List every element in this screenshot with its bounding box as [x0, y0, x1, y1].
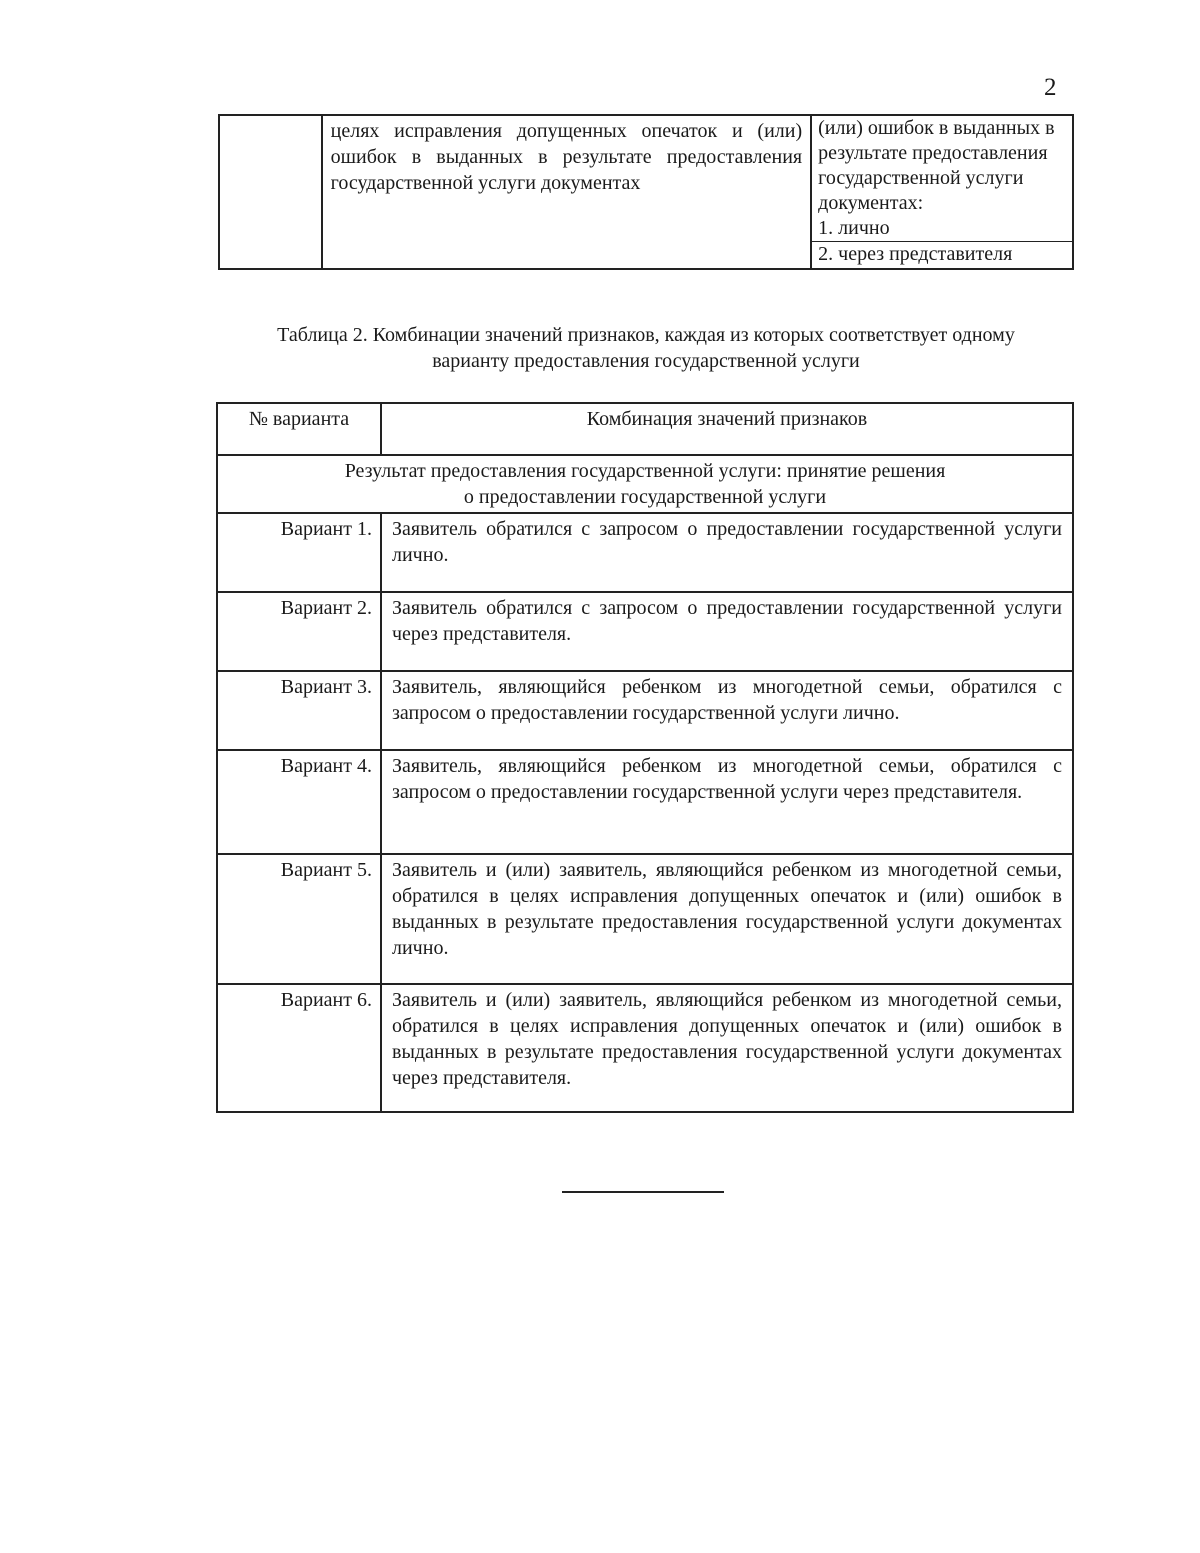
table-1-continuation	[218, 114, 1074, 270]
table-section-row	[217, 455, 1073, 513]
header-combination: Комбинация значений признаков	[381, 403, 1073, 455]
section-heading	[217, 455, 1073, 513]
table1-middle-cell: целях исправления допущенных опечаток и (или) ошибок в выданных в результате предоставления государственной услуги документах	[322, 115, 812, 269]
variant-label: Вариант 5.	[217, 854, 381, 984]
table-row	[217, 854, 1073, 984]
table-2	[216, 402, 1074, 1113]
table1-right-line: 2. через представителя	[812, 241, 1072, 267]
caption-line-2: варианту предоставления государственной услуги	[432, 350, 860, 372]
table-row	[217, 513, 1073, 592]
table1-empty-cell	[219, 115, 322, 269]
variant-description: Заявитель, являющийся ребенком из многодетной семьи, обратился с запросом о предоставлении государственной услуги лично.	[381, 671, 1073, 750]
end-of-document-line	[562, 1191, 724, 1193]
variant-label: Вариант 4.	[217, 750, 381, 854]
variant-label: Вариант 3.	[217, 671, 381, 750]
variant-label: Вариант 2.	[217, 592, 381, 671]
table-header-row	[217, 403, 1073, 455]
table-row	[217, 671, 1073, 750]
variant-description: Заявитель, являющийся ребенком из многодетной семьи, обратился с запросом о предоставлении государственной услуги через представителя.	[381, 750, 1073, 854]
section-heading-line-1: Результат предоставления государственной услуги: принятие решения	[344, 460, 946, 482]
table-row	[219, 115, 1073, 269]
header-variant-number: № варианта	[217, 403, 381, 455]
table-row	[217, 592, 1073, 671]
table1-right-line: результате предоставления	[818, 142, 1048, 164]
table1-right-line: 1. лично	[818, 217, 890, 239]
table1-right-line: документах:	[818, 192, 924, 214]
variant-description: Заявитель обратился с запросом о предоставлении государственной услуги лично.	[381, 513, 1073, 592]
caption-line-1: Таблица 2. Комбинации значений признаков, каждая из которых соответствует одному	[277, 324, 1015, 346]
variant-description: Заявитель и (или) заявитель, являющийся ребенком из многодетной семьи, обратился в целях исправления допущенных опечаток и (или) ошибок в выданных в результате предоставления государственной услуги документах через представителя.	[381, 984, 1073, 1112]
table-row	[217, 750, 1073, 854]
table1-right-cell	[811, 115, 1073, 269]
table1-right-line: (или) ошибок в выданных в	[818, 117, 1055, 139]
section-heading-line-2: о предоставлении государственной услуги	[463, 486, 827, 508]
variant-description: Заявитель и (или) заявитель, являющийся ребенком из многодетной семьи, обратился в целях исправления допущенных опечаток и (или) ошибок в выданных в результате предоставления государственной услуги документах лично.	[381, 854, 1073, 984]
variant-label: Вариант 6.	[217, 984, 381, 1112]
variant-description: Заявитель обратился с запросом о предоставлении государственной услуги через представителя.	[381, 592, 1073, 671]
variant-label: Вариант 1.	[217, 513, 381, 592]
page-number: 2	[1044, 74, 1057, 101]
table1-right-line: государственной услуги	[818, 167, 1024, 189]
table-row	[217, 984, 1073, 1112]
table-2-caption	[218, 322, 1074, 374]
